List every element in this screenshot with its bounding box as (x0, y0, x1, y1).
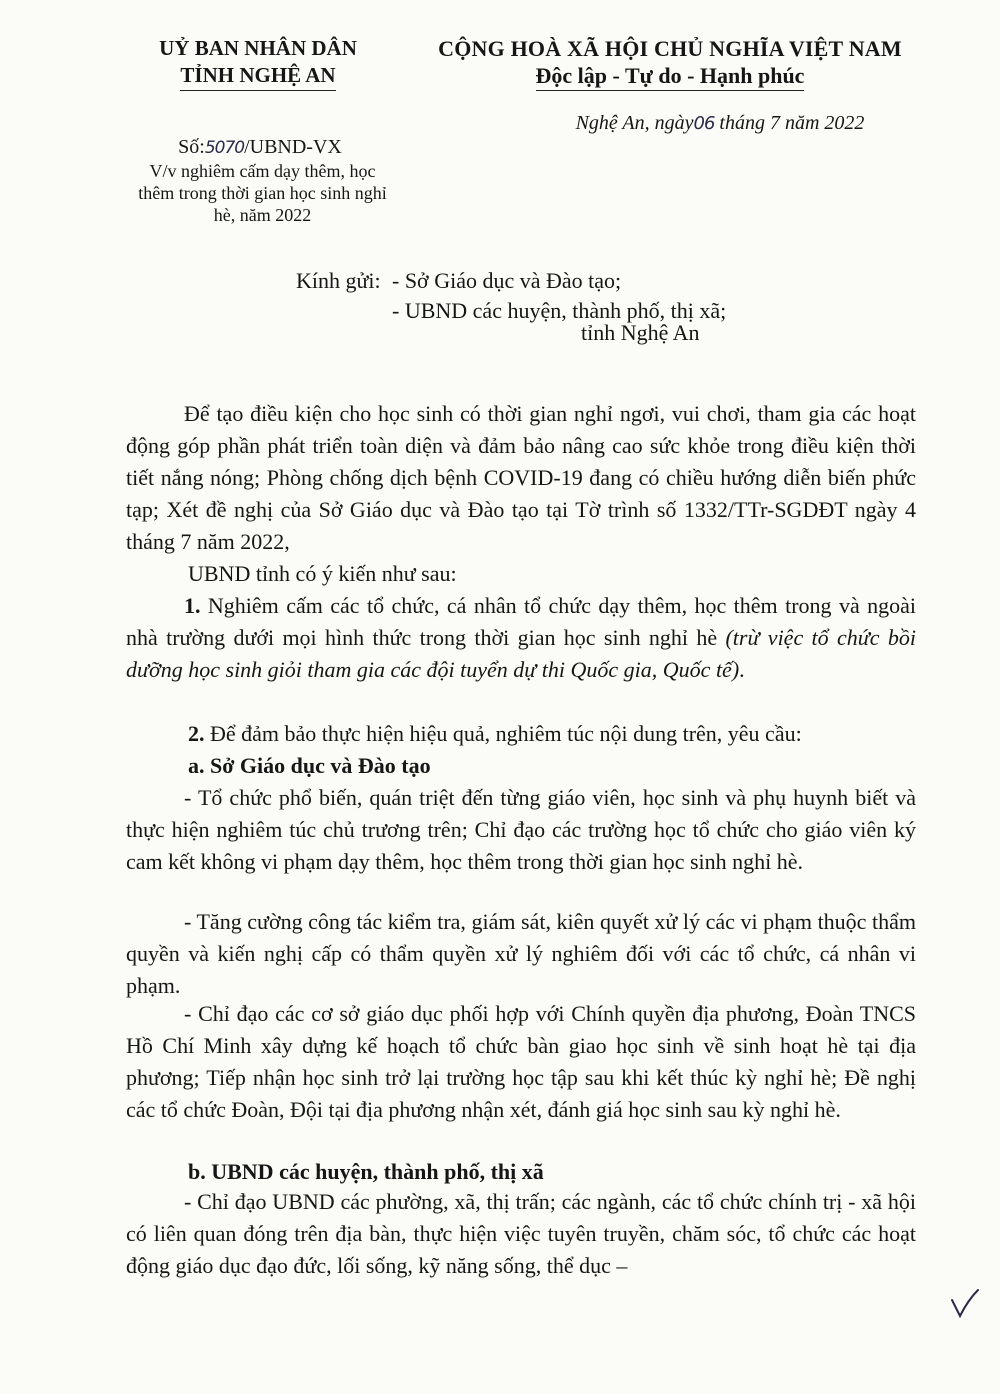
section-b-item: - Chỉ đạo UBND các phường, xã, thị trấn; các ngành, các tổ chức chính trị - xã hội có liên quan đóng trên địa bàn, thực hiện việc tuyên truyền, chăm sóc, tổ chức các hoạt động giáo dục đạo đức, lối sống, kỹ năng sống, thể dục – (126, 1189, 916, 1278)
issuing-agency-province: TỈNH NGHỆ AN (180, 62, 335, 91)
document-number (140, 135, 380, 160)
item-2-number: 2. (188, 721, 205, 746)
intro-paragraph: Để tạo điều kiện cho học sinh có thời gian nghỉ ngơi, vui chơi, tham gia các hoạt động góp phần phát triển toàn diện và đảm bảo nâng cao sức khỏe trong điều kiện thời tiết nắng nóng; Phòng chống dịch bệnh COVID-19 đang có chiều hướng diễn biến phức tạp; Xét đề nghị của Sở Giáo dục và Đào tạo tại Tờ trình số 1332/TTr-SGDĐT ngày 4 tháng 7 năm 2022, (126, 401, 916, 554)
item-2-paragraph (188, 718, 802, 750)
document-number-suffix: /UBND-VX (244, 136, 342, 158)
date-day-handwritten: 06 (693, 113, 715, 134)
issuing-agency-block (118, 35, 398, 91)
date-suffix: tháng 7 năm 2022 (714, 112, 865, 134)
document-subject: V/v nghiêm cấm dạy thêm, học thêm trong thời gian học sinh nghỉ hè, năm 2022 (138, 161, 387, 225)
section-a-item: - Tăng cường công tác kiểm tra, giám sát, kiên quyết xử lý các vi phạm thuộc thẩm quyền và kiến nghị cấp có thẩm quyền xử lý nghiêm đối với các tổ chức, cá nhân vi phạm. (126, 909, 916, 998)
section-a-item: - Tổ chức phổ biến, quán triệt đến từng giáo viên, học sinh và phụ huynh biết và thực hiện nghiêm túc chủ trương trên; Chỉ đạo các trường học tổ chức cho giáo viên ký cam kết không vi phạm dạy thêm, học thêm trong thời gian học sinh nghỉ hè. (126, 785, 916, 874)
handwritten-mark-icon (948, 1286, 982, 1320)
recipients-label: Kính gửi: (296, 268, 381, 293)
date-prefix: Nghệ An, ngày (575, 112, 694, 134)
recipient-item: tỉnh Nghệ An (581, 320, 700, 345)
document-number-handwritten: 5070 (204, 138, 245, 158)
national-motto: Độc lập - Tự do - Hạnh phúc (536, 62, 805, 91)
national-title: CỘNG HOÀ XÃ HỘI CHỦ NGHĨA VIỆT NAM (438, 36, 902, 61)
item-1-end: . (739, 657, 745, 682)
item-1-paragraph (126, 590, 916, 686)
section-b-heading: b. UBND các huyện, thành phố, thị xã (188, 1159, 544, 1184)
document-number-prefix: Số: (178, 136, 205, 158)
date-line (500, 110, 940, 137)
item-1-text: Nghiêm cấm các tổ chức, cá nhân tổ chức dạy thêm, học thêm trong và ngoài nhà trường dưới mọi hình thức trong thời gian học sinh nghỉ hè (126, 593, 916, 650)
item-1-number: 1. (184, 593, 201, 618)
issuing-agency: UỶ BAN NHÂN DÂN (159, 36, 357, 60)
recipient-item: - Sở Giáo dục và Đào tạo; (392, 268, 622, 293)
national-heading-block (400, 35, 940, 91)
recipient-item: - UBND các huyện, thành phố, thị xã; (392, 298, 727, 323)
item-1-exception: (trừ việc tổ chức bồi dưỡng học sinh giỏi tham gia các đội tuyển dự thi Quốc gia, Quốc tế) (126, 625, 916, 682)
section-a-item: - Chỉ đạo các cơ sở giáo dục phối hợp với Chính quyền địa phương, Đoàn TNCS Hồ Chí Minh xây dựng kế hoạch tổ chức bàn giao học sinh về sinh hoạt hè tại địa phương; Tiếp nhận học sinh trở lại trường học tập sau khi kết thúc kỳ nghỉ hè; Đề nghị các tổ chức Đoàn, Đội tại địa phương nhận xét, đánh giá học sinh sau kỳ nghỉ hè. (126, 1001, 916, 1122)
section-a-heading: a. Sở Giáo dục và Đào tạo (188, 753, 431, 778)
item-2-text: Để đảm bảo thực hiện hiệu quả, nghiêm túc nội dung trên, yêu cầu: (204, 721, 802, 746)
opinion-line: UBND tỉnh có ý kiến như sau: (188, 561, 457, 586)
